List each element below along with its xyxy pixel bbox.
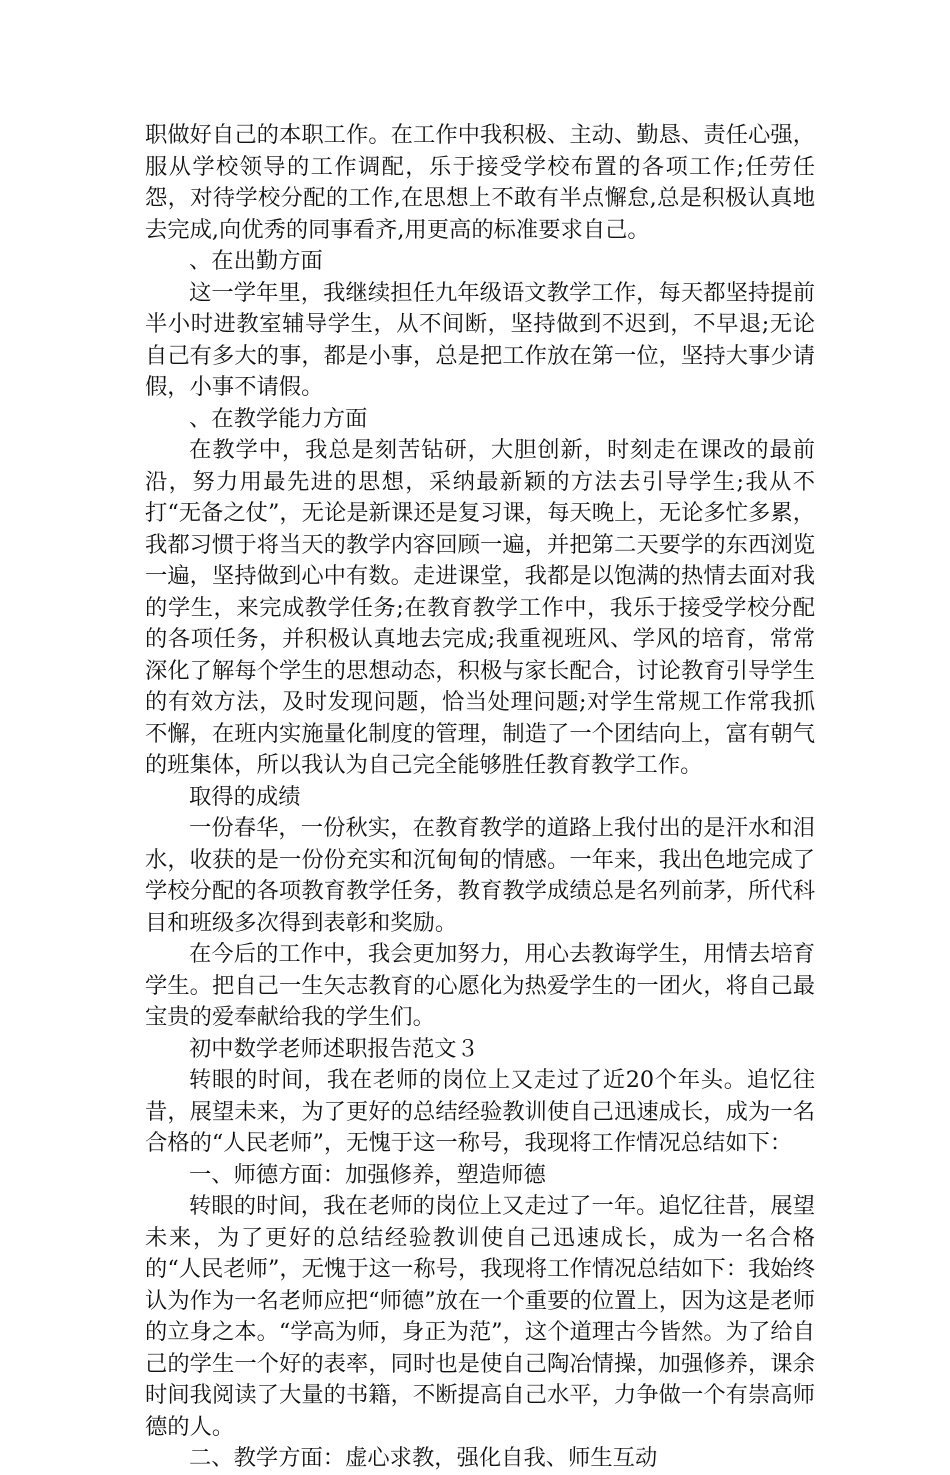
body-paragraph-future: 在今后的工作中，我会更加努力，用心去教诲学生，用情去培育学生。把自己一生矢志教育的心愿化为热爱学生的一团火，将自己最宝贵的爱奉献给我的学生们。 <box>145 941 815 1030</box>
body-paragraph-achievements: 一份春华，一份秋实，在教育教学的道路上我付出的是汗水和泪水，收获的是一份份充实和沉甸甸的情感。一年来，我出色地完成了学校分配的各项教育教学任务，教育教学成绩总是名列前茅，所代科目和班级多次得到表彰和奖励。 <box>145 815 815 936</box>
body-paragraph-attendance: 这一学年里，我继续担任九年级语文教学工作，每天都坚持提前半小时进教室辅导学生，从不间断，坚持做到不迟到，不早退;无论自己有多大的事，都是小事，总是把工作放在第一位，坚持大事少请假，小事不请假。 <box>145 279 815 400</box>
document-page <box>145 120 815 1475</box>
section-heading-teaching-ability: 、在教学能力方面 <box>189 405 368 432</box>
sample-title: 初中数学老师述职报告范文３ <box>189 1035 479 1062</box>
section-heading-teaching: 二、教学方面：虚心求教，强化自我、师生互动 <box>189 1445 658 1471</box>
body-paragraph-teaching-ability: 在教学中，我总是刻苦钻研，大胆创新，时刻走在课改的最前沿，努力用最先进的思想，采纳最新颖的方法去引导学生;我从不打“无备之仗”，无论是新课还是复习课，每天晚上，无论多忙多累，我都习惯于将当天的教学内容回顾一遍，并把第二天要学的东西浏览一遍，坚持做到心中有数。走进课堂，我都是以饱满的热情去面对我的学生，来完成教学任务;在教育教学工作中，我乐于接受学校分配的各项任务，并积极认真地去完成;我重视班风、学风的培育，常常深化了解每个学生的思想动态，积极与家长配合，讨论教育引导学生的有效方法，及时发现问题，恰当处理问题;对学生常规工作常我抓不懈，在班内实施量化制度的管理，制造了一个团结向上，富有朝气的班集体，所以我认为自己完全能够胜任教育教学工作。 <box>145 437 815 778</box>
section-heading-achievements: 取得的成绩 <box>189 783 301 810</box>
section-heading-ethics: 一、师德方面：加强修养，塑造师德 <box>189 1161 546 1188</box>
section-heading-attendance: 、在出勤方面 <box>189 248 323 274</box>
body-paragraph-ethics: 转眼的时间，我在老师的岗位上又走过了一年。追忆往昔，展望未来，为了更好的总结经验教训使自己迅速成长，成为一名合格的“人民老师”，无愧于这一称号，我现将工作情况总结如下：我始终认为作为一名老师应把“师德”放在一个重要的位置上，因为这是老师的立身之本。“学高为师，身正为范”，这个道理古今皆然。为了给自己的学生一个好的表率，同时也是使自己陶冶情操，加强修养，课余时间我阅读了大量的书籍，不断提高自己水平，力争做一个有崇高师德的人。 <box>145 1193 815 1440</box>
body-paragraph-intro: 转眼的时间，我在老师的岗位上又走过了近20个年头。追忆往昔，展望未来，为了更好的总结经验教训使自己迅速成长，成为一名合格的“人民老师”，无愧于这一称号，我现将工作情况总结如下： <box>145 1067 815 1156</box>
body-paragraph-1: 职做好自己的本职工作。在工作中我积极、主动、勤恳、责任心强，服从学校领导的工作调配，乐于接受学校布置的各项工作;任劳任怨，对待学校分配的工作,在思想上不敢有半点懈怠,总是积极认真地去完成,向优秀的同事看齐,用更高的标准要求自己。 <box>145 122 815 243</box>
